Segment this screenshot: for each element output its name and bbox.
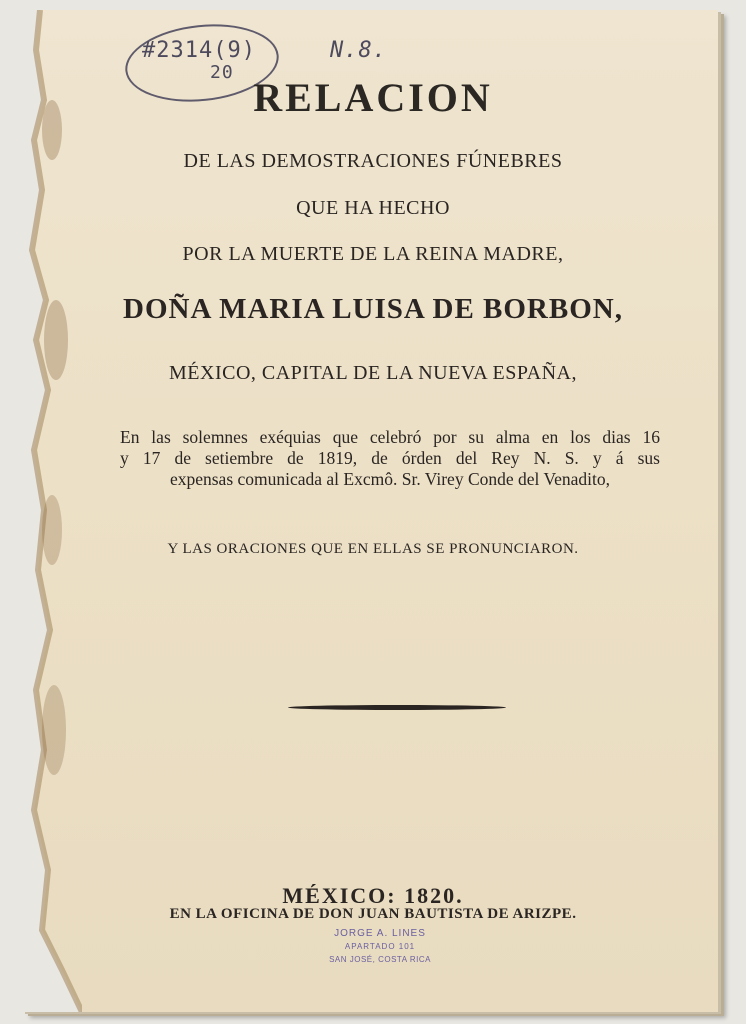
subtitle-line-1: DE LAS DEMOSTRACIONES FÚNEBRES — [183, 150, 563, 172]
handwritten-catalog-sub: 20 — [210, 62, 234, 83]
ornamental-rule — [288, 705, 506, 710]
ownership-stamp-line-3: SAN JOSÉ, COSTA RICA — [329, 955, 431, 964]
handwritten-catalog-number: #2314(9) — [142, 38, 256, 63]
body-line-1: En las solemnes exéquias que celebró por su alma en los dias 16 — [120, 427, 660, 447]
imprint-place-year: MÉXICO: 1820. — [282, 883, 464, 908]
orations-line: Y LAS ORACIONES QUE EN ELLAS SE PRONUNCIARON. — [167, 541, 579, 557]
handwritten-item-number: N.8. — [330, 38, 387, 63]
imprint-office: EN LA OFICINA DE DON JUAN BAUTISTA DE ARIZPE. — [169, 906, 577, 922]
queen-name: DOÑA MARIA LUISA DE BORBON, — [123, 293, 623, 325]
city-line: MÉXICO, CAPITAL DE LA NUEVA ESPAÑA, — [169, 362, 577, 384]
body-line-2: y 17 de setiembre de 1819, de órden del Rey N. S. y á sus — [120, 448, 660, 468]
subtitle-line-2: QUE HA HECHO — [296, 197, 450, 219]
document-title: RELACION — [253, 75, 493, 120]
ownership-stamp-line-2: APARTADO 101 — [344, 942, 416, 951]
ownership-stamp-line-1: JORGE A. LINES — [334, 928, 426, 939]
subtitle-line-3: POR LA MUERTE DE LA REINA MADRE, — [182, 243, 564, 265]
body-line-3: expensas comunicada al Excmô. Sr. Virey Conde del Venadito, — [169, 469, 611, 489]
body-paragraph — [120, 427, 660, 490]
